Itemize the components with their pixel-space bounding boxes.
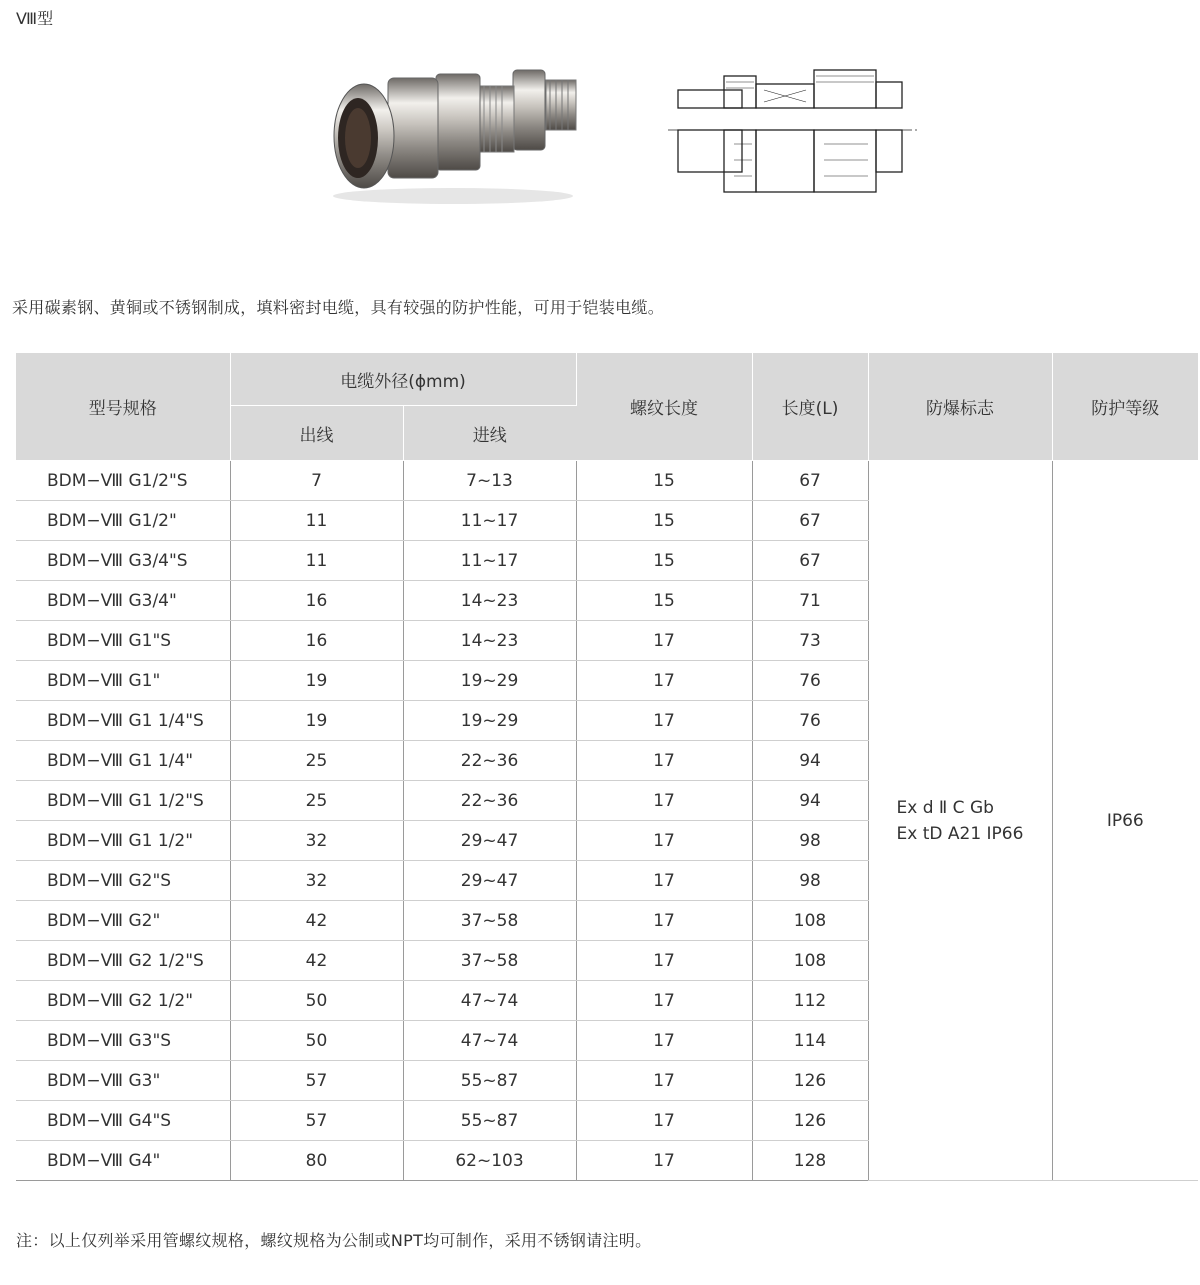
length-cell: 67	[752, 501, 868, 541]
model-cell: BDM−Ⅷ G4"	[16, 1141, 230, 1181]
product-description: 采用碳素钢、黄铜或不锈钢制成，填料密封电缆，具有较强的防护性能，可用于铠装电缆。	[12, 298, 665, 317]
model-cell: BDM−Ⅷ G3/4"S	[16, 541, 230, 581]
cable-gland-section-drawing	[664, 60, 924, 202]
out-cell: 80	[230, 1141, 403, 1181]
out-cell: 11	[230, 501, 403, 541]
model-cell: BDM−Ⅷ G1 1/2"	[16, 821, 230, 861]
model-cell: BDM−Ⅷ G2 1/2"S	[16, 941, 230, 981]
in-cell: 19~29	[403, 701, 576, 741]
in-cell: 14~23	[403, 581, 576, 621]
table-row	[16, 461, 1198, 501]
thread-cell: 15	[576, 461, 752, 501]
in-cell: 37~58	[403, 901, 576, 941]
thread-cell: 17	[576, 821, 752, 861]
model-cell: BDM−Ⅷ G1"S	[16, 621, 230, 661]
out-cell: 50	[230, 981, 403, 1021]
in-cell: 55~87	[403, 1101, 576, 1141]
header-thread-length: 螺纹长度	[576, 353, 752, 461]
in-cell: 29~47	[403, 861, 576, 901]
length-cell: 98	[752, 861, 868, 901]
thread-cell: 17	[576, 861, 752, 901]
length-cell: 128	[752, 1141, 868, 1181]
model-cell: BDM−Ⅷ G1 1/2"S	[16, 781, 230, 821]
type-title: Ⅷ型	[16, 9, 54, 28]
model-cell: BDM−Ⅷ G2"S	[16, 861, 230, 901]
in-cell: 11~17	[403, 501, 576, 541]
out-cell: 25	[230, 781, 403, 821]
in-cell: 29~47	[403, 821, 576, 861]
thread-cell: 17	[576, 901, 752, 941]
out-cell: 42	[230, 901, 403, 941]
cable-gland-photo	[318, 58, 588, 208]
length-cell: 76	[752, 701, 868, 741]
model-cell: BDM−Ⅷ G3"S	[16, 1021, 230, 1061]
model-cell: BDM−Ⅷ G1"	[16, 661, 230, 701]
model-cell: BDM−Ⅷ G2"	[16, 901, 230, 941]
out-cell: 57	[230, 1101, 403, 1141]
thread-cell: 17	[576, 1061, 752, 1101]
length-cell: 108	[752, 941, 868, 981]
header-cable-od: 电缆外径(ϕmm)	[230, 353, 576, 406]
model-cell: BDM−Ⅷ G4"S	[16, 1101, 230, 1141]
in-cell: 55~87	[403, 1061, 576, 1101]
length-cell: 98	[752, 821, 868, 861]
thread-cell: 17	[576, 1021, 752, 1061]
out-cell: 32	[230, 821, 403, 861]
length-cell: 73	[752, 621, 868, 661]
length-cell: 67	[752, 541, 868, 581]
in-cell: 7~13	[403, 461, 576, 501]
model-cell: BDM−Ⅷ G1/2"	[16, 501, 230, 541]
out-cell: 32	[230, 861, 403, 901]
length-cell: 71	[752, 581, 868, 621]
length-cell: 126	[752, 1101, 868, 1141]
out-cell: 57	[230, 1061, 403, 1101]
thread-cell: 15	[576, 581, 752, 621]
out-cell: 7	[230, 461, 403, 501]
length-cell: 67	[752, 461, 868, 501]
in-cell: 22~36	[403, 781, 576, 821]
out-cell: 25	[230, 741, 403, 781]
out-cell: 11	[230, 541, 403, 581]
model-cell: BDM−Ⅷ G2 1/2"	[16, 981, 230, 1021]
in-cell: 11~17	[403, 541, 576, 581]
length-cell: 108	[752, 901, 868, 941]
thread-cell: 17	[576, 701, 752, 741]
out-cell: 50	[230, 1021, 403, 1061]
model-cell: BDM−Ⅷ G1 1/4"S	[16, 701, 230, 741]
out-cell: 16	[230, 621, 403, 661]
header-protection: 防护等级	[1052, 353, 1198, 461]
length-cell: 76	[752, 661, 868, 701]
out-cell: 42	[230, 941, 403, 981]
model-cell: BDM−Ⅷ G1 1/4"	[16, 741, 230, 781]
in-cell: 19~29	[403, 661, 576, 701]
in-cell: 14~23	[403, 621, 576, 661]
length-cell: 126	[752, 1061, 868, 1101]
length-cell: 114	[752, 1021, 868, 1061]
thread-cell: 17	[576, 661, 752, 701]
ex-mark-line-1: Ex d Ⅱ C Gb	[896, 797, 994, 818]
thread-cell: 17	[576, 941, 752, 981]
footnote: 注：以上仅列举采用管螺纹规格，螺纹规格为公制或NPT均可制作，采用不锈钢请注明。	[16, 1231, 652, 1250]
thread-cell: 17	[576, 741, 752, 781]
in-cell: 47~74	[403, 1021, 576, 1061]
in-cell: 22~36	[403, 741, 576, 781]
thread-cell: 17	[576, 1101, 752, 1141]
spec-table	[16, 353, 1198, 1181]
thread-cell: 15	[576, 541, 752, 581]
thread-cell: 17	[576, 781, 752, 821]
out-cell: 16	[230, 581, 403, 621]
protection-cell: IP66	[1052, 461, 1198, 1181]
model-cell: BDM−Ⅷ G3"	[16, 1061, 230, 1101]
ex-mark-cell	[868, 461, 1052, 1181]
length-cell: 94	[752, 781, 868, 821]
out-cell: 19	[230, 661, 403, 701]
header-in: 进线	[403, 406, 576, 461]
ex-mark-line-2: Ex tD A21 IP66	[896, 823, 1024, 844]
thread-cell: 15	[576, 501, 752, 541]
in-cell: 47~74	[403, 981, 576, 1021]
length-cell: 112	[752, 981, 868, 1021]
model-cell: BDM−Ⅷ G3/4"	[16, 581, 230, 621]
header-length: 长度(L)	[752, 353, 868, 461]
header-out: 出线	[230, 406, 403, 461]
out-cell: 19	[230, 701, 403, 741]
in-cell: 62~103	[403, 1141, 576, 1181]
model-cell: BDM−Ⅷ G1/2"S	[16, 461, 230, 501]
thread-cell: 17	[576, 1141, 752, 1181]
thread-cell: 17	[576, 981, 752, 1021]
thread-cell: 17	[576, 621, 752, 661]
length-cell: 94	[752, 741, 868, 781]
header-ex-mark: 防爆标志	[868, 353, 1052, 461]
in-cell: 37~58	[403, 941, 576, 981]
header-model: 型号规格	[16, 353, 230, 461]
